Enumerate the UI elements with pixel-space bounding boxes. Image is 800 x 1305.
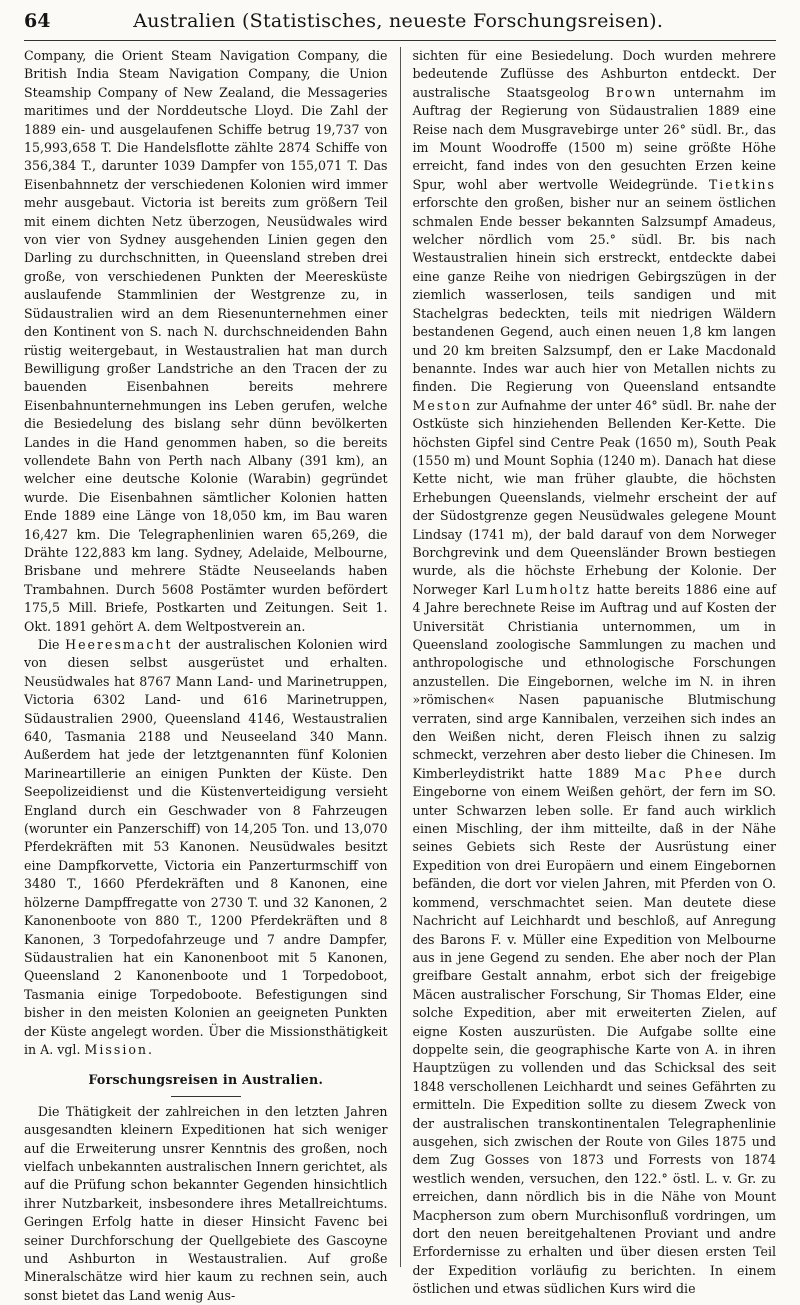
spaced-term: Mac Phee	[634, 765, 724, 781]
spaced-term: Lumholtz	[515, 581, 591, 597]
spaced-term: Brown	[605, 84, 658, 100]
section-heading	[24, 1071, 388, 1096]
text-run: sichten für eine Besiedelung. Doch wurden mehrere bedeutende Zuflüsse des Ashburton entdeckt. Der australische Staatsgeolog	[412, 48, 777, 100]
text-run: Die	[37, 637, 66, 652]
page-header	[24, 10, 776, 41]
left-column	[24, 47, 388, 1303]
running-head: Australien (Statistisches, neueste Forschungsreisen).	[133, 10, 664, 32]
text-run: .	[148, 1041, 153, 1057]
right-column	[412, 47, 777, 1297]
section-heading-text: Forschungsreisen in Australien.	[88, 1072, 324, 1088]
text-run: hatte bereits 1886 eine auf 4 Jahre berechnete Reise im Auftrag und auf Kosten der Universität Christiania unternommen, um in Queensland zoologische Sammlungen zu machen und anthropologische und ethnologische Forschungen anzustellen. Die Eingebornen, welche im N. in ihren »römischen« Nasen papuanische Blutmischung verraten, sind arge Kannibalen, verzeihen sich indes an den Weißen nicht, deren Fleisch ihnen zu salzig schmeckt, verzehren aber desto lieber die Chinesen. Im Kimberleydistrikt hatte 1889	[412, 581, 777, 781]
text-run: der australischen Kolonien wird von diesen selbst ausgerüstet und erhalten. Neusüdwales hat 8767 Mann Land- und Marinetruppen, Victoria 6302 Land- und 616 Marinetruppen, Südaustralien 2900, Queensland 4146, Westaustralien 640, Tasmania 2188 und Neuseeland 340 Mann. Außerdem hat jede der letztgenannten fünf Kolonien Marineartillerie an einigen Punkten der Küste. Den Seepolizeidienst und die Küstenverteidigung versieht England durch ein Geschwader von 8 Fahrzeugen (worunter ein Panzerschiff) von 14,205 Ton. und 13,070 Pferdekräften mit 53 Kanonen. Neusüdwales besitzt eine Dampfkorvette, Victoria ein Panzerturmschiff von 3480 T., 1660 Pferdekräften und 8 Kanonen, eine hölzerne Dampffregatte von 2730 T. und 32 Kanonen, 2 Kanonenboote von 880 T., 1200 Pferdekräften und 8 Kanonen, 3 Torpedofahrzeuge und 7 andre Dampfer, Südaustralien hat ein Kanonenboot mit 5 Kanonen, Queensland 2 Kanonenboote und 1 Torpedoboot, Tasmania einige Torpedoboote. Befestigungen sind bisher in den meisten Kolonien an geeigneten Punkten der Küste angelegt worden. Über die Missionsthätigkeit in A. vgl.	[24, 637, 388, 1057]
paragraph-expeditions-continued	[413, 47, 777, 1299]
paragraph-expeditions: Die Thätigkeit der zahlreichen in den letzten Jahren ausgesandten kleinern Expeditionen hat sich weniger auf die Erweiterung unsrer Kenntnis des großen, noch vielfach unbekannten australischen Innern gerichtet, als auf die Prüfung schon bekannter Gegenden hinsichtlich ihrer Nutzbarkeit, insbesondere ihres Metallreichtums. Geringen Erfolg hatte in dieser Hinsicht Favenc bei seiner Durchforschung der Quellgebiete des Gascoyne und Ashburton in Westaustralien. Auf große Mineralschätze wird hier kaum zu rechnen sein, auch sonst bietet das Land wenig Aus-	[24, 1103, 388, 1303]
paragraph-shipping-railways: Company, die Orient Steam Navigation Company, die British India Steam Navigation Company, die Union Steamship Company of New Zealand, die Messageries maritimes und der Norddeutsche Lloyd. Die Zahl der 1889 ein- und ausgelaufenen Schiffe betrug 19,737 von 15,993,658 T. Die Handelsflotte zählte 2874 Schiffe von 356,384 T., darunter 1039 Dampfer von 155,071 T. Das Eisenbahnnetz der verschiedenen Kolonien wird immer mehr ausgebaut. Victoria ist bereits zum größern Teil mit einem dichten Netz überzogen, Neusüdwales wird von vier von Sydney ausgehenden Linien gegen den Darling zu durchschnitten, in Queensland streben drei große, von verschiedenen Punkten der Meeresküste auslaufende Stammlinien der Westgrenze zu, in Südaustralien wird an dem Riesenunternehmen einer den Kontinent von S. nach N. durchschneidenden Bahn rüstig weitergebaut, in Westaustralien hat man durch Bewilligung großer Landstriche an den Tracen der zu bauenden Eisenbahnen bereits mehrere Eisenbahnunternehmungen ins Leben gerufen, welche die Besiedelung des bislang sehr dünn bevölkerten Landes in die Hand genommen haben, so die bereits vollendete Bahn von Perth nach Albany (391 km), an welcher eine deutsche Kolonie (Warabin) gegründet wurde. Die Eisenbahnen sämtlicher Kolonien hatten Ende 1889 eine Länge von 18,050 km, im Bau waren 16,427 km. Die Telegraphenlinien waren 65,269, die Drähte 122,883 km lang. Sydney, Adelaide, Melbourne, Brisbane und mehrere Städte Neuseelands haben Trambahnen. Durch 5608 Postämter wurden befördert 175,5 Mill. Briefe, Postkarten und Zeitungen. Seit 1. Okt. 1891 gehört A. dem Weltpostverein an.	[24, 48, 388, 634]
spaced-term: Heeresmacht	[65, 637, 173, 652]
text-run: durch Eingeborne von einem Weißen gehört, der fern im SO. unter Schwarzen leben solle. Er fand auch wirklich einen Mischling, der ihm mitteilte, daß in der Nähe seines Gebiets sich Reste der Ausrüstung einer Expedition von drei Europäern und einem Eingebornen befänden, die dort vor vielen Jahren, mit Pferden von O. kommend, verschmachtet seien. Man deutete diese Nachricht auf Leichhardt und beschloß, auf Anregung des Barons F. v. Müller eine Expedition von Melbourne aus in jene Gegend zu senden. Ehe aber noch der Plan greifbare Gestalt annahm, erbot sich der freigebige Mäcen australischer Forschung, Sir Thomas Elder, eine solche Expedition, aber mit erweiterten Zielen, auf eigne Kosten auszurüsten. Die Aufgabe sollte eine doppelte sein, die geographische Karte von A. in ihren Hauptzügen zu vollenden und das Schicksal des seit 1848 verschollenen Leichhardt und seines Gefährten zu ermitteln. Die Expedition sollte zu diesem Zweck von der australischen transkontinentalen Telegraphenlinie ausgehen, sich zwischen der Route von Giles 1875 und dem Zug Gosses von 1873 und Forrests von 1874 westlich wenden, versuchen, den 122.° östl. L. v. Gr. zu erreichen, dann nördlich bis in die Nähe von Mount Macpherson zum obern Murchisonfluß vordringen, um dort den neuen bereitgehaltenen Proviant und andre Erfordernisse zu erhalten und über diesen ersten Teil der Expedition vorläufig zu berichten. In einem östlichen und etwas südlichen Kurs wird die	[412, 765, 777, 1297]
spaced-term: Tietkins	[708, 176, 777, 192]
paragraph-military	[24, 636, 388, 1059]
text-run: unternahm im Auftrag der Regierung von Südaustralien 1889 eine Reise nach dem Musgravebirge unter 26° südl. Br., das im Mount Woodroffe (1500 m) seine größte Höhe erreicht, fand indes von den gesuchten Erzen keine Spur, wohl aber wertvolle Weidegründe.	[412, 84, 777, 192]
heading-rule	[171, 1096, 241, 1097]
page-number: 64	[24, 10, 51, 32]
spaced-term: Mission	[84, 1041, 149, 1057]
spaced-term: Meston	[412, 397, 473, 413]
text-run: erforschte den großen, bisher nur an seinem östlichen schmalen Ende besser bekannten Salzsumpf Amadeus, welcher nördlich vom 25.° südl. Br. bis nach Westaustralien hinein sich erstreckt, entdeckte dabei eine ganze Reihe von niedrigen Gebirgszügen in der ziemlich wasserlosen, teils sandigen und mit Stachelgras bedeckten, teils mit niedrigen Wäldern bestandenen Gegend, auch einen neuen 1,8 km langen und 20 km breiten Salzsumpf, den er Lake Macdonald benannte. Indes war auch hier von Metallen nichts zu finden. Die Regierung von Queensland entsandte	[412, 195, 777, 395]
text-columns	[24, 47, 777, 1303]
column-divider	[400, 47, 401, 1267]
text-run: zur Aufnahme der unter 46° südl. Br. nahe der Ostküste sich hinziehenden Bellenden Ker-Kette. Die höchsten Gipfel sind Centre Peak (1650 m), South Peak (1550 m) und Mount Sophia (1240 m). Danach hat diese Kette nicht, wie man früher glaubte, die höchsten Erhebungen Queenslands, vielmehr erscheint der auf der Südostgrenze gegen Neusüdwales gelegene Mount Lindsay (1741 m), der bald darauf von dem Norweger Borchgrevink und dem Queensländer Brown bestiegen wurde, als die höchste Erhebung der Kolonie. Der Norweger Karl	[412, 397, 777, 597]
